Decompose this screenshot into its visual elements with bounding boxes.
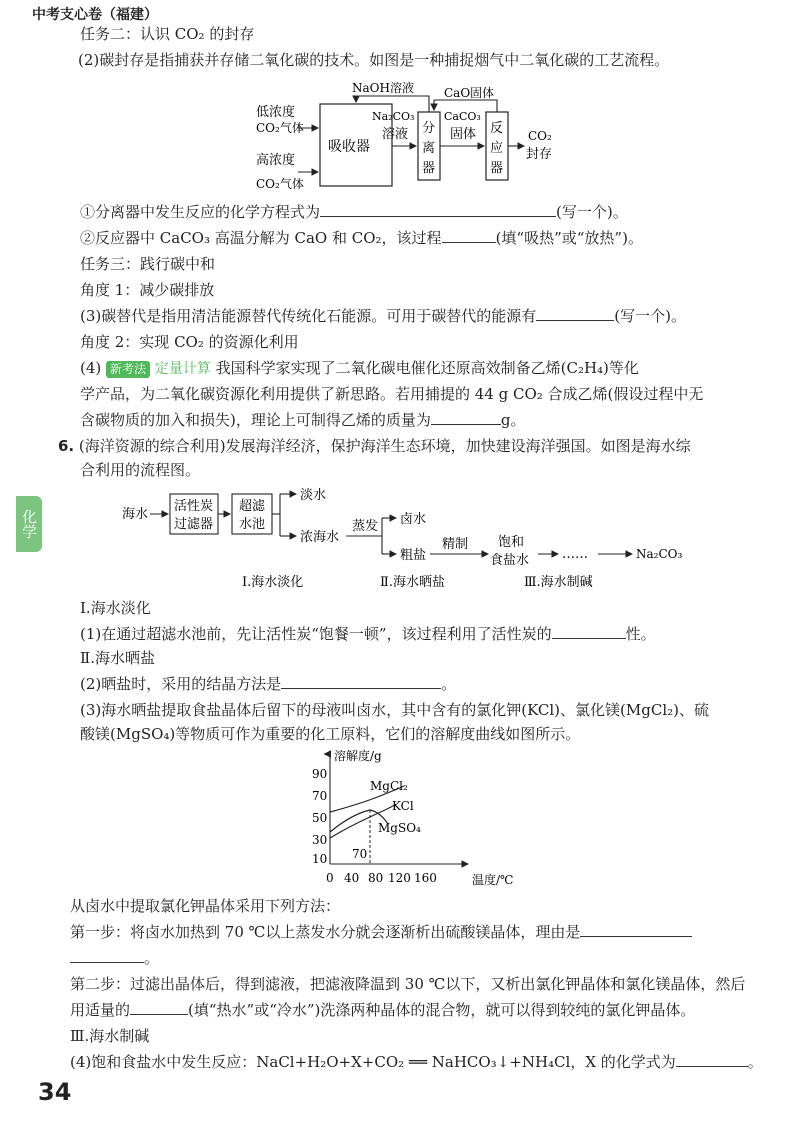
- separator-char-2: 离: [422, 141, 436, 156]
- filter-label-1: 活性炭: [174, 499, 214, 514]
- q2-2-tail: (填“吸热”或“放热”)。: [495, 229, 643, 247]
- co2-out-label: CO₂: [528, 129, 552, 143]
- y-tick-30: 30: [312, 833, 328, 847]
- answer-blank[interactable]: [552, 624, 626, 639]
- na2co3-label-2: 溶液: [382, 127, 409, 142]
- caption-soda: Ⅲ.海水制碱: [524, 575, 593, 590]
- crude-salt-label: 粗盐: [400, 548, 427, 563]
- answer-blank[interactable]: [580, 922, 692, 937]
- low-conc-label-2: CO₂气体: [256, 121, 304, 135]
- q4-number: (4): [80, 359, 102, 377]
- q4-line3: [80, 410, 525, 430]
- x-tick-120: 120: [388, 871, 411, 885]
- q6-2-text: (2)晒盐时，采用的结晶方法是: [80, 675, 282, 693]
- q6-line1: [58, 436, 691, 456]
- q6-text-1: (海洋资源的综合利用)发展海洋经济，保护海洋生态环境，加快建设海洋强国。如图是海水综: [78, 437, 691, 455]
- q6-4-text: (4)饱和食盐水中发生反应：NaCl+H₂O+X+CO₂ ══ NaHCO₃↓+NH₄Cl，X 的化学式为: [70, 1053, 676, 1071]
- task3-heading: 任务三：践行碳中和: [80, 255, 216, 273]
- caption-salt: Ⅱ.海水晒盐: [380, 575, 445, 590]
- step1-text: 第一步：将卤水加热到 70 ℃以上蒸发水分就会逐渐析出硫酸镁晶体，理由是: [70, 923, 581, 941]
- q4-tail: g。: [500, 411, 526, 429]
- q3: [80, 306, 686, 326]
- q6-1-tail: 性。: [625, 625, 656, 643]
- conc-seawater-label: 浓海水: [300, 530, 340, 545]
- step1-continue: [70, 948, 159, 968]
- reactor-char-3: 器: [490, 161, 504, 176]
- x-axis-label: 温度/℃: [472, 873, 514, 887]
- q6-4: [70, 1052, 763, 1072]
- reactor-char-2: 应: [490, 141, 504, 156]
- q2-2: [80, 228, 643, 248]
- absorber-label: 吸收器: [328, 139, 370, 155]
- y-tick-70: 70: [312, 789, 328, 803]
- q2-1-text: ①分离器中发生反应的化学方程式为: [80, 203, 321, 221]
- answer-blank[interactable]: [281, 674, 441, 689]
- running-header: 中考支心卷（福建）: [32, 7, 158, 23]
- naoh-label: NaOH溶液: [352, 81, 414, 95]
- caco3-label-2: 固体: [450, 127, 477, 142]
- reactor-char-1: 反: [490, 121, 504, 136]
- q6-3-line1: (3)海水晒盐提取食盐晶体后留下的母液叫卤水，其中含有的氯化钾(KCl)、氯化镁(MgCl₂)、硫: [80, 701, 709, 719]
- filter-label-2: 过滤器: [174, 517, 214, 532]
- angle1-heading: 角度 1：减少碳排放: [80, 281, 215, 299]
- step2-text: 用适量的: [70, 1001, 131, 1019]
- y-tick-50: 50: [312, 811, 328, 825]
- separator-char-3: 器: [422, 161, 436, 176]
- q6-2: [80, 674, 456, 694]
- q6-line2: 合利用的流程图。: [80, 461, 201, 479]
- page-number: 34: [38, 1078, 72, 1106]
- x-tick-0: 0: [326, 871, 334, 885]
- solubility-curve-chart: [300, 748, 530, 890]
- seawater-flow-diagram: [118, 486, 698, 594]
- q6-1: [80, 624, 656, 644]
- section3-heading: Ⅲ.海水制碱: [70, 1027, 150, 1045]
- refine-label: 精制: [442, 537, 469, 552]
- q2-2-text: ②反应器中 CaCO₃ 高温分解为 CaO 和 CO₂，该过程: [80, 229, 442, 247]
- na2co3-label-1: Na₂CO₃: [372, 110, 415, 123]
- q6-3-line2: 酸镁(MgSO₄)等物质可作为重要的化工原料，它们的溶解度曲线如图所示。: [80, 725, 581, 743]
- step2-line2: [70, 1000, 695, 1020]
- seawater-label: 海水: [122, 507, 149, 522]
- y-tick-10: 10: [312, 852, 328, 866]
- ultra-label-1: 超滤: [239, 499, 266, 514]
- answer-blank[interactable]: [431, 410, 501, 425]
- q6-4-tail: 。: [747, 1053, 763, 1071]
- low-conc-label-1: 低浓度: [256, 105, 296, 120]
- answer-blank[interactable]: [442, 228, 496, 243]
- x-tick-80: 80: [368, 871, 384, 885]
- na2co3-product-label: Na₂CO₃: [636, 547, 683, 561]
- method-intro: 从卤水中提取氯化钾晶体采用下列方法：: [70, 897, 341, 915]
- y-axis-label: 溶解度/g: [334, 749, 382, 763]
- q6-2-tail: 。: [441, 675, 457, 693]
- step1: [70, 922, 692, 942]
- q3-text: (3)碳替代是指用清洁能源替代传统化石能源。可用于碳替代的能源有: [80, 307, 537, 325]
- fresh-water-label: 淡水: [300, 488, 327, 503]
- q4-line1: [80, 358, 639, 379]
- subject-side-tab: 化学: [16, 496, 42, 552]
- high-conc-label-1: 高浓度: [256, 153, 296, 168]
- caco3-label-1: CaCO₃: [444, 110, 481, 123]
- step2-tail: (填“热水”或“冷水”)洗涤两种晶体的混合物，就可以得到较纯的氯化钾晶体。: [188, 1001, 696, 1019]
- q4-text-3: 含碳物质的加入和损失)，理论上可制得乙烯的质量为: [80, 411, 431, 429]
- evaporate-label: 蒸发: [352, 519, 379, 534]
- task2-heading: 任务二：认识 CO₂ 的封存: [80, 25, 255, 43]
- brine-label: 卤水: [400, 512, 427, 527]
- caption-desalination: Ⅰ.海水淡化: [242, 575, 304, 590]
- t70-label: 70: [352, 847, 368, 861]
- new-method-badge: 新考法: [106, 361, 150, 378]
- answer-blank[interactable]: [320, 202, 556, 217]
- quantitative-tag: 定量计算: [154, 361, 211, 377]
- ellipsis-label: ……: [562, 547, 588, 562]
- y-tick-90: 90: [312, 767, 328, 781]
- series-label-kcl: KCl: [392, 799, 414, 813]
- co2-capture-flow-diagram: [248, 80, 568, 196]
- q6-number: 6.: [58, 437, 75, 455]
- storage-label: 封存: [526, 147, 553, 162]
- x-tick-40: 40: [344, 871, 360, 885]
- q6-1-text: (1)在通过超滤水池前，先让活性炭“饱餐一顿”，该过程利用了活性炭的: [80, 625, 552, 643]
- answer-blank[interactable]: [130, 1000, 188, 1015]
- series-label-mgso4: MgSO₄: [378, 821, 421, 835]
- angle2-heading: 角度 2：实现 CO₂ 的资源化利用: [80, 333, 299, 351]
- step2-line1: 第二步：过滤出晶体后，得到滤液，把滤液降温到 30 ℃以下，又析出氯化钾晶体和氯化镁晶体，然后: [70, 975, 746, 993]
- series-label-mgcl2: MgCl₂: [370, 779, 408, 793]
- q2-1-tail: (写一个)。: [556, 203, 628, 221]
- saturated-label-2: 食盐水: [490, 553, 530, 568]
- separator-char-1: 分: [422, 121, 436, 136]
- section2-heading: Ⅱ.海水晒盐: [80, 649, 155, 667]
- q4-line2: 学产品，为二氧化碳资源化利用提供了新思路。若用捕提的 44 g CO₂ 合成乙烯(假设过程中无: [80, 385, 704, 403]
- x-tick-160: 160: [414, 871, 437, 885]
- cao-label: CaO固体: [444, 86, 495, 100]
- q2-intro: (2)碳封存是指捕获并存储二氧化碳的技术。如图是一种捕捉烟气中二氧化碳的工艺流程。: [78, 51, 670, 69]
- high-conc-label-2: CO₂气体: [256, 177, 304, 191]
- answer-blank[interactable]: [676, 1052, 748, 1067]
- section1-heading: Ⅰ.海水淡化: [80, 599, 151, 617]
- answer-blank[interactable]: [536, 306, 614, 321]
- ultra-label-2: 水池: [239, 517, 266, 532]
- step1-tail: 。: [144, 949, 160, 967]
- answer-blank[interactable]: [70, 948, 144, 963]
- q3-tail: (写一个)。: [614, 307, 686, 325]
- saturated-label-1: 饱和: [498, 535, 525, 550]
- q2-1: [80, 202, 628, 222]
- q4-text-1: 我国科学家实现了二氧化碳电催化还原高效制备乙烯(C₂H₄)等化: [215, 359, 639, 377]
